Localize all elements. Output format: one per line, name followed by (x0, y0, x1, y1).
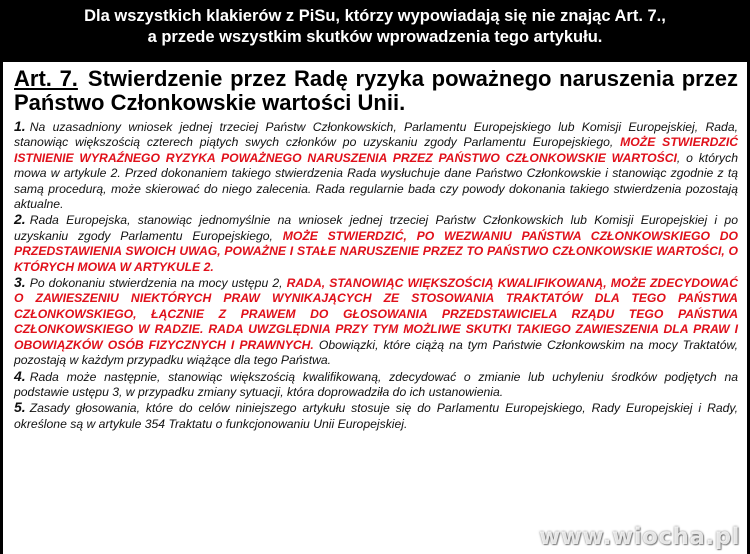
paragraph-text: Rada może następnie, stanowiąc większością kwalifikowaną, zdecydować o zmianie lub uchyleniu środków podjętych na podstawie ustępu 3, w przypadku zmiany sytuacji, która doprowadziła do ich ustanowienia. (14, 369, 738, 399)
paragraph-2 (14, 212, 738, 275)
paragraph-number: 5. (14, 399, 26, 416)
paragraph-text: Po dokonaniu stwierdzenia na mocy ustępu 2, (29, 276, 287, 291)
highlighted-text: MOŻE STWIERDZIĆ, PO WEZWANIU PAŃSTWA CZŁONKOWSKIEGO DO PRZEDSTAWIENIA SWOICH UWAG, POWAŻNE I STAŁE NARUSZENIE PRZEZ TO PAŃSTWO CZŁONKOWSKIE WARTOŚCI, O KTÓRYCH MOWA W ARTYKULE 2. (14, 228, 738, 274)
article-heading (14, 67, 738, 115)
paragraph-text: Na uzasadniony wniosek jednej trzeciej Państw Członkowskich, Parlamentu Europejskiego lub Komisji Europejskiej, Rada, stanowiąc większością czterech piątych swych członków po uzyskaniu zgody Parlamentu Europejskiego, (14, 120, 738, 150)
paragraph-4 (14, 369, 738, 401)
caption-line-1: Dla wszystkich klakierów z PiSu, którzy wypowiadają się nie znając Art. 7., (84, 7, 666, 25)
caption-banner (0, 0, 750, 60)
paragraph-1 (14, 119, 738, 212)
legal-text-document (3, 62, 747, 554)
paragraph-text: Zasady głosowania, które do celów niniejszego artykułu stosuje się do Parlamentu Europejskiego, Rady Europejskiej i Rady, określone są w artykule 354 Traktatu o funkcjonowaniu Unii Europejskiej. (14, 401, 738, 431)
paragraph-text: Obowiązki, które ciążą na tym Państwie Członkowskim na mocy Traktatów, pozostają w każdym przypadku wiążące dla tego Państwa. (14, 337, 738, 368)
highlighted-text: RADA, STANOWIĄC WIĘKSZOŚCIĄ KWALIFIKOWANĄ, MOŻE ZDECYDOWAĆ O ZAWIESZENIU NIEKTÓRYCH PRAW WYNIKAJĄCYCH ZE STOSOWANIA TRAKTATÓW DLA TEGO PAŃSTWA CZŁONKOWSKIEGO, ŁĄCZNIE Z PRAWEM DO GŁOSOWANIA PRZEDSTAWICIELA RZĄDU TEGO PAŃSTWA CZŁONKOWSKIEGO W RADZIE. RADA UWZGLĘDNIA PRZY TYM MOŻLIWE SKUTKI TAKIEGO ZAWIESZENIA DLA PRAW I OBOWIĄZKÓW OSÓB FIZYCZNYCH I PRAWNYCH. (14, 276, 738, 352)
paragraph-number: 1. (14, 118, 26, 134)
site-watermark: www.wiocha.pl (538, 524, 740, 550)
paragraph-text: Rada Europejska, stanowiąc jednomyślnie na wniosek jednej trzeciej Państw Członkowskich lub Komisji Europejskiej i po uzyskaniu zgody Parlamentu Europejskiego, (14, 213, 738, 243)
highlighted-text: MOŻE STWIERDZIĆ ISTNIENIE WYRAŹNEGO RYZYKA POWAŻNEGO NARUSZENIA PRZEZ PAŃSTWO CZŁONKOWSKIE WARTOŚCI (14, 135, 739, 165)
paragraph-number: 2. (14, 211, 26, 228)
paragraph-3 (14, 275, 738, 368)
caption-line-2: a przede wszystkim skutków wprowadzenia tego artykułu. (147, 28, 603, 46)
article-number: Art. 7. (14, 66, 78, 91)
paragraph-number: 4. (14, 367, 26, 384)
paragraph-text: , o których mowa w artykule 2. Przed dokonaniem takiego stwierdzenia Rada wysłuchuje dane Państwo Członkowskie i stanowiąc zgodnie z tą samą procedurą, może skierować do niego zalecenia. Rada regularnie bada czy powody dokonania takiego stwierdzenia pozostają aktualne. (14, 150, 738, 212)
paragraph-number: 3. (14, 274, 26, 291)
paragraph-5 (14, 400, 738, 432)
article-title: Stwierdzenie przez Radę ryzyka poważnego naruszenia przez Państwo Członkowskie wartości Unii. (14, 66, 738, 115)
